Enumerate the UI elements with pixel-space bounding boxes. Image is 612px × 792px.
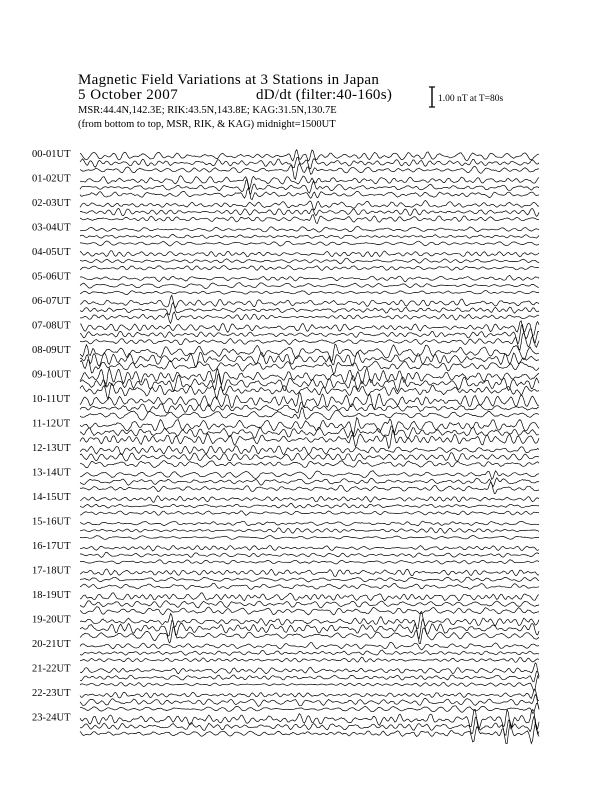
- trace-KAG-04-05UT: [80, 251, 539, 257]
- trace-KAG-17-18UT: [80, 569, 539, 577]
- chart-date: 5 October 2007: [78, 87, 179, 103]
- hour-row-16-17UT: [32, 541, 539, 564]
- hour-row-14-15UT: [32, 492, 539, 515]
- row-label: 16-17UT: [32, 541, 71, 552]
- trace-KAG-22-23UT: [80, 689, 539, 701]
- trace-RIK-05-06UT: [80, 283, 539, 289]
- trace-KAG-15-16UT: [80, 521, 539, 526]
- hour-row-07-08UT: [32, 321, 539, 350]
- row-label: 08-09UT: [32, 345, 71, 356]
- hour-row-11-12UT: [32, 418, 539, 449]
- trace-MSR-08-09UT: [80, 360, 539, 375]
- trace-KAG-10-11UT: [80, 392, 539, 409]
- hour-row-10-11UT: [32, 392, 539, 420]
- row-label: 12-13UT: [32, 443, 71, 454]
- hour-row-05-06UT: [32, 272, 539, 295]
- row-label: 13-14UT: [32, 467, 71, 479]
- row-label: 06-07UT: [32, 296, 71, 307]
- trace-MSR-00-01UT: [80, 164, 539, 180]
- row-label: 02-03UT: [32, 198, 71, 209]
- hour-row-02-03UT: [32, 198, 539, 224]
- trace-RIK-16-17UT: [80, 552, 539, 557]
- trace-KAG-16-17UT: [80, 545, 539, 551]
- trace-MSR-03-04UT: [80, 241, 539, 246]
- hour-row-04-05UT: [32, 247, 539, 270]
- hour-row-09-10UT: [32, 368, 539, 399]
- trace-RIK-04-05UT: [80, 258, 539, 264]
- trace-KAG-23-24UT: [80, 710, 539, 730]
- station-coordinates: MSR:44.4N,142.3E; RIK:43.5N,143.8E; KAG:31.5N,130.7E: [78, 105, 337, 116]
- stacking-order-note: (from bottom to top, MSR, RIK, & KAG) midnight=1500UT: [78, 119, 336, 130]
- trace-MSR-01-02UT: [80, 188, 539, 200]
- trace-MSR-11-12UT: [80, 430, 539, 448]
- row-label: 17-18UT: [32, 565, 71, 577]
- row-label: 22-23UT: [32, 688, 71, 699]
- row-label: 20-21UT: [32, 639, 71, 650]
- hour-row-03-04UT: [32, 223, 539, 247]
- trace-RIK-06-07UT: [80, 303, 539, 315]
- row-label: 09-10UT: [32, 369, 71, 381]
- trace-RIK-02-03UT: [80, 208, 539, 216]
- hour-row-19-20UT: [32, 612, 539, 644]
- row-label: 05-06UT: [32, 271, 71, 283]
- row-label: 00-01UT: [32, 149, 71, 160]
- row-label: 23-24UT: [32, 712, 71, 724]
- trace-MSR-12-13UT: [80, 460, 539, 467]
- row-label: 07-08UT: [32, 320, 71, 332]
- trace-MSR-05-06UT: [80, 291, 539, 295]
- trace-MSR-20-21UT: [80, 657, 539, 662]
- hour-row-13-14UT: [32, 468, 539, 494]
- row-label: 18-19UT: [32, 590, 71, 601]
- trace-MSR-17-18UT: [80, 583, 539, 589]
- hour-row-18-19UT: [32, 590, 539, 615]
- trace-KAG-20-21UT: [80, 642, 539, 650]
- row-label: 14-15UT: [32, 492, 71, 503]
- trace-RIK-03-04UT: [80, 234, 539, 238]
- row-label: 04-05UT: [32, 247, 71, 258]
- trace-KAG-01-02UT: [80, 176, 539, 189]
- trace-RIK-09-10UT: [80, 374, 539, 392]
- hour-row-00-01UT: [32, 149, 539, 179]
- hour-row-12-13UT: [32, 443, 539, 468]
- hour-row-17-18UT: [32, 566, 539, 590]
- trace-MSR-16-17UT: [80, 560, 539, 564]
- trace-MSR-22-23UT: [80, 703, 539, 713]
- row-label: 10-11UT: [32, 394, 71, 405]
- trace-MSR-06-07UT: [80, 312, 539, 324]
- row-label: 15-16UT: [32, 516, 71, 528]
- trace-RIK-21-22UT: [80, 671, 539, 682]
- trace-KAG-06-07UT: [80, 295, 539, 307]
- row-label: 11-12UT: [32, 418, 71, 430]
- row-label: 01-02UT: [32, 173, 71, 185]
- scale-label: 1.00 nT at T=80s: [438, 94, 504, 104]
- trace-MSR-18-19UT: [80, 607, 539, 615]
- trace-KAG-14-15UT: [80, 496, 539, 503]
- trace-RIK-17-18UT: [80, 577, 539, 582]
- trace-RIK-20-21UT: [80, 650, 539, 656]
- hour-row-21-22UT: [32, 663, 539, 691]
- trace-KAG-12-13UT: [80, 445, 539, 454]
- trace-MSR-14-15UT: [80, 511, 539, 515]
- trace-KAG-02-03UT: [80, 200, 539, 209]
- trace-RIK-15-16UT: [80, 528, 539, 534]
- hour-row-20-21UT: [32, 639, 539, 662]
- trace-MSR-04-05UT: [80, 266, 539, 271]
- hour-row-15-16UT: [32, 517, 539, 540]
- hour-row-23-24UT: [32, 710, 539, 744]
- trace-RIK-07-08UT: [80, 325, 539, 344]
- hour-row-08-09UT: [32, 344, 539, 375]
- trace-KAG-05-06UT: [80, 275, 539, 282]
- trace-MSR-02-03UT: [80, 215, 539, 224]
- trace-KAG-18-19UT: [80, 593, 539, 601]
- trace-KAG-03-04UT: [80, 227, 539, 233]
- trace-RIK-18-19UT: [80, 601, 539, 608]
- trace-KAG-13-14UT: [80, 471, 539, 480]
- trace-MSR-15-16UT: [80, 535, 539, 539]
- row-label: 21-22UT: [32, 663, 71, 675]
- hour-row-22-23UT: [32, 688, 539, 713]
- trace-KAG-00-01UT: [80, 150, 539, 161]
- hour-row-01-02UT: [32, 174, 539, 200]
- row-label: 03-04UT: [32, 222, 71, 234]
- chart-filter: dD/dt (filter:40-160s): [256, 87, 393, 103]
- trace-RIK-01-02UT: [80, 179, 539, 194]
- hour-row-06-07UT: [32, 295, 539, 323]
- trace-KAG-21-22UT: [80, 663, 539, 677]
- trace-KAG-07-08UT: [80, 321, 539, 336]
- row-label: 19-20UT: [32, 614, 71, 626]
- chart-title: Magnetic Field Variations at 3 Stations in Japan: [78, 72, 380, 88]
- trace-RIK-14-15UT: [80, 503, 539, 508]
